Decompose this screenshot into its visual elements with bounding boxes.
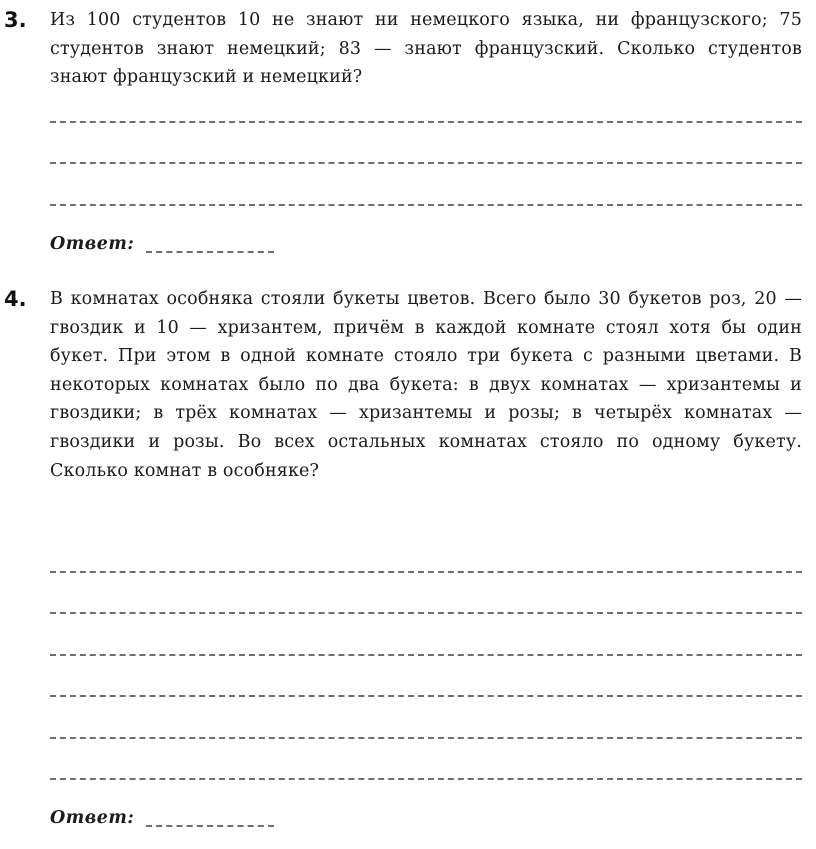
answer-line[interactable] [50, 571, 802, 573]
answer-line[interactable] [50, 737, 802, 739]
answer-blank[interactable] [146, 251, 274, 253]
answer-line[interactable] [50, 204, 802, 206]
answer-field [50, 806, 274, 830]
problem-number: 3. [4, 8, 27, 32]
answer-line[interactable] [50, 695, 802, 697]
answer-line[interactable] [50, 162, 802, 164]
answer-blank[interactable] [146, 825, 274, 827]
problem-number: 4. [4, 287, 27, 311]
problem-text: Из 100 студентов 10 не знают ни немецкого языка, ни французского; 75 студентов знают немецкий; 83 — знают французский. Сколько студентов знают французский и немецкий? [50, 10, 802, 88]
answer-label: Ответ: [50, 808, 135, 828]
answer-line[interactable] [50, 654, 802, 656]
problem-text: В комнатах особняка стояли букеты цветов. Всего было 30 букетов роз, 20 — гвоздик и 10 — хризантем, причём в каждой комнате стоял хотя бы один букет. При этом в одной комнате стояло три букета с разными цветами. В некоторых комнатах было по два букета: в двух комнатах — хризантемы и гвоздики; в трёх комнатах — хризантемы и розы; в четырёх комнатах — гвоздики и розы. Во всех остальных комнатах стояло по одному букету. Сколько комнат в особняке? [50, 289, 802, 481]
answer-line[interactable] [50, 612, 802, 614]
answer-line[interactable] [50, 778, 802, 780]
answer-field [50, 232, 274, 256]
answer-line[interactable] [50, 121, 802, 123]
answer-label: Ответ: [50, 234, 135, 254]
